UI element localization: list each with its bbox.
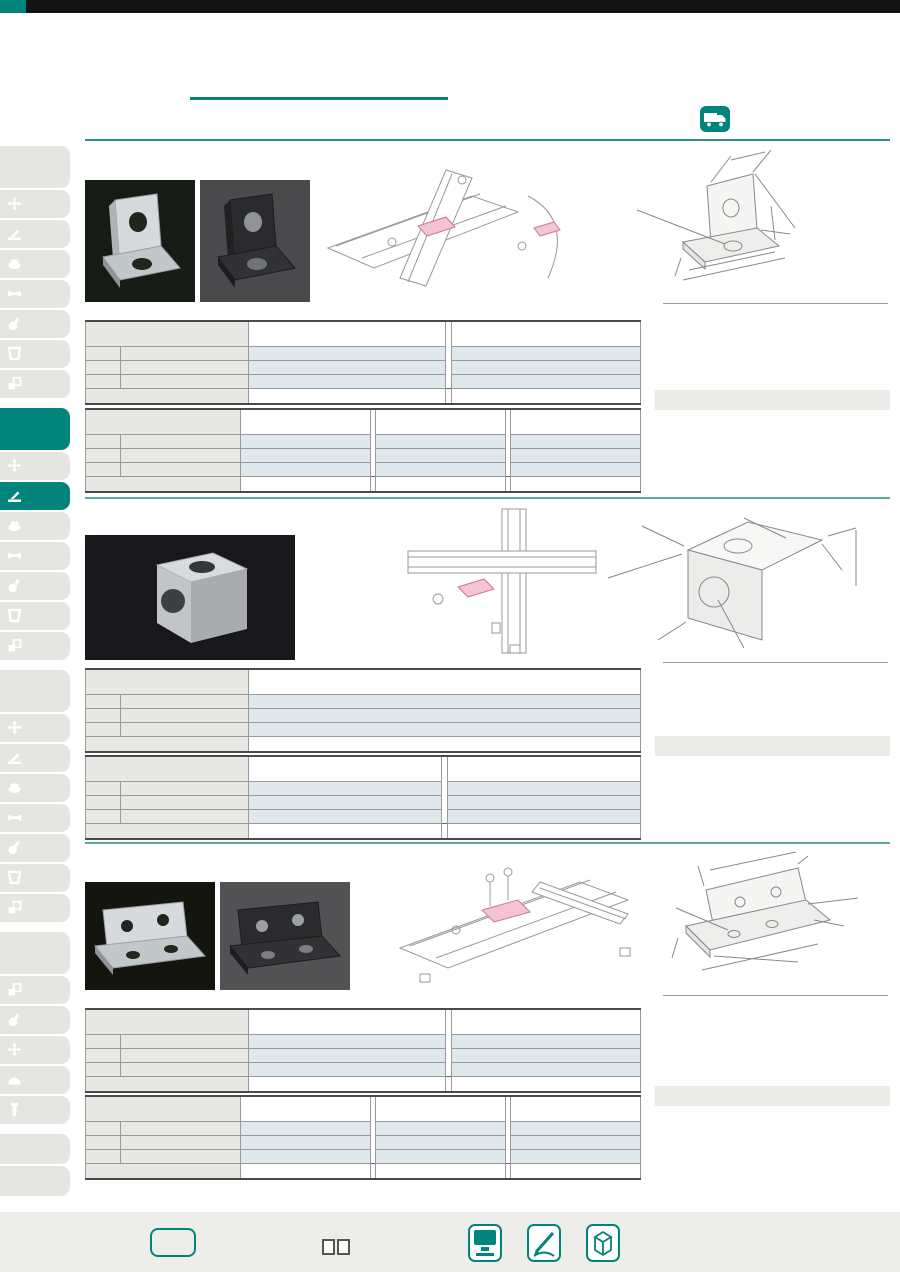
frame-icon: [7, 196, 23, 212]
foot-icon: [7, 840, 23, 856]
quantity-box: [322, 1239, 335, 1255]
panel-icon: [7, 376, 23, 392]
sidebar-item-bracket-active[interactable]: [0, 482, 70, 510]
cap-icon: [7, 286, 23, 302]
panel-icon: [7, 900, 23, 916]
foot-icon: [7, 578, 23, 594]
usage-illustration: [400, 505, 600, 662]
frame-icon: [7, 720, 23, 736]
sidebar-item-cap[interactable]: [0, 804, 70, 832]
sidebar-item-panel[interactable]: [0, 632, 70, 660]
nut-icon: [7, 256, 23, 272]
usage-illustration: [322, 162, 584, 301]
order-example-badge: [150, 1228, 196, 1257]
assembly-shipping-icon: [586, 1224, 620, 1262]
accessory-icon: [7, 870, 23, 886]
service-design-support[interactable]: [527, 1224, 566, 1262]
kit-contents-title: [655, 995, 888, 996]
cap-icon: [7, 810, 23, 826]
tech-data-box: [655, 1086, 890, 1106]
sidebar-item-foot[interactable]: [0, 1006, 70, 1034]
item-code: [249, 736, 641, 752]
bracket-icon: [7, 750, 23, 766]
item-code: [452, 388, 641, 404]
service-assembly-shipping[interactable]: [586, 1224, 625, 1262]
sidebar-item-cap[interactable]: [0, 280, 70, 308]
price-table-kit: [85, 408, 641, 493]
cap-icon: [7, 548, 23, 564]
bolt-icon: [7, 1102, 23, 1118]
sidebar-group-sf4045[interactable]: [0, 670, 70, 712]
item-code: [249, 1076, 446, 1092]
panel-icon: [7, 982, 23, 998]
section-divider: [85, 842, 890, 844]
dimension-diagram-s: [585, 148, 890, 311]
product-photo-hard-s: [85, 535, 295, 665]
sidebar-group-common[interactable]: [0, 932, 70, 974]
product-photo-black: [220, 882, 350, 995]
top-corner-accent: [0, 0, 26, 13]
sidebar-item-bolt-screw[interactable]: [0, 1096, 70, 1124]
item-code: [376, 476, 506, 492]
foot-icon: [7, 316, 23, 332]
price-table-unit: [85, 1008, 641, 1093]
item-code: [511, 476, 641, 492]
sidebar-item-frame[interactable]: [0, 714, 70, 742]
service-drawing-software[interactable]: [468, 1224, 507, 1262]
sidebar-item-foot[interactable]: [0, 310, 70, 338]
sidebar-item-extra-machining[interactable]: [0, 1134, 70, 1164]
price-table-unit: [85, 668, 641, 753]
sidebar-item-accessory[interactable]: [0, 864, 70, 892]
page-footer: [0, 1212, 900, 1272]
sidebar-group-sf30[interactable]: [0, 408, 70, 450]
top-bar: [0, 0, 900, 13]
foot-icon: [7, 1012, 23, 1028]
sidebar-item-foot[interactable]: [0, 572, 70, 600]
item-code: [448, 823, 641, 839]
price-table-kit: [85, 1095, 641, 1180]
item-code: [376, 1163, 506, 1179]
sidebar-item-nut[interactable]: [0, 512, 70, 540]
panel-icon: [7, 638, 23, 654]
accessory-icon: [7, 608, 23, 624]
sidebar-item-frame[interactable]: [0, 452, 70, 480]
sidebar-item-foot[interactable]: [0, 834, 70, 862]
sidebar-item-cap[interactable]: [0, 542, 70, 570]
side-tab-nav: [0, 146, 70, 1198]
price-table-unit: [85, 320, 641, 405]
dimension-diagram-hard-s: [598, 500, 893, 665]
tech-data-box: [655, 390, 890, 410]
sidebar-item-accessory[interactable]: [0, 340, 70, 368]
tech-data-box: [655, 736, 890, 756]
nut-icon: [7, 518, 23, 534]
sidebar-item-bracket[interactable]: [0, 744, 70, 772]
item-code: [249, 823, 442, 839]
3d-software-icon: [468, 1224, 502, 1262]
shipping-badge[interactable]: [700, 106, 736, 132]
nut-icon: [7, 780, 23, 796]
sidebar-item-clean-fan[interactable]: [0, 1066, 70, 1094]
frame-icon: [7, 458, 23, 474]
section-divider: [85, 497, 890, 499]
item-code: [241, 476, 371, 492]
sidebar-item-frame[interactable]: [0, 190, 70, 218]
sidebar-item-accessory[interactable]: [0, 602, 70, 630]
service-links: [468, 1224, 625, 1262]
item-code: [249, 388, 446, 404]
sidebar-item-technical-data[interactable]: [0, 1166, 70, 1196]
quantity-example: [322, 1239, 354, 1255]
kit-contents-title: [655, 662, 888, 663]
sidebar-item-nut[interactable]: [0, 774, 70, 802]
item-code: [452, 1076, 641, 1092]
sidebar-item-panel[interactable]: [0, 894, 70, 922]
frame-icon: [7, 1042, 23, 1058]
design-support-icon: [527, 1224, 561, 1262]
sidebar-item-panel[interactable]: [0, 976, 70, 1004]
item-code: [241, 1163, 371, 1179]
dimension-diagram-s3060: [648, 850, 890, 997]
sidebar-item-panel[interactable]: [0, 370, 70, 398]
sidebar-item-frame[interactable]: [0, 1036, 70, 1064]
product-photo-silver: [85, 180, 195, 307]
accessory-icon: [7, 346, 23, 362]
subtitle-underline: [190, 97, 448, 100]
usage-illustration: [390, 852, 648, 997]
sidebar-item-nut[interactable]: [0, 250, 70, 278]
product-photo-black: [200, 180, 310, 307]
category-underline: [85, 139, 890, 141]
quantity-box: [337, 1239, 350, 1255]
fan-icon: [7, 1072, 23, 1088]
kit-contents-title: [655, 303, 888, 304]
sidebar-group-sf20[interactable]: [0, 146, 70, 188]
item-code: [511, 1163, 641, 1179]
bracket-icon: [7, 488, 23, 504]
truck-icon: [700, 106, 730, 132]
price-table-kit: [85, 755, 641, 840]
bracket-icon: [7, 226, 23, 242]
sidebar-item-bracket[interactable]: [0, 220, 70, 248]
product-photo-silver: [85, 882, 215, 995]
